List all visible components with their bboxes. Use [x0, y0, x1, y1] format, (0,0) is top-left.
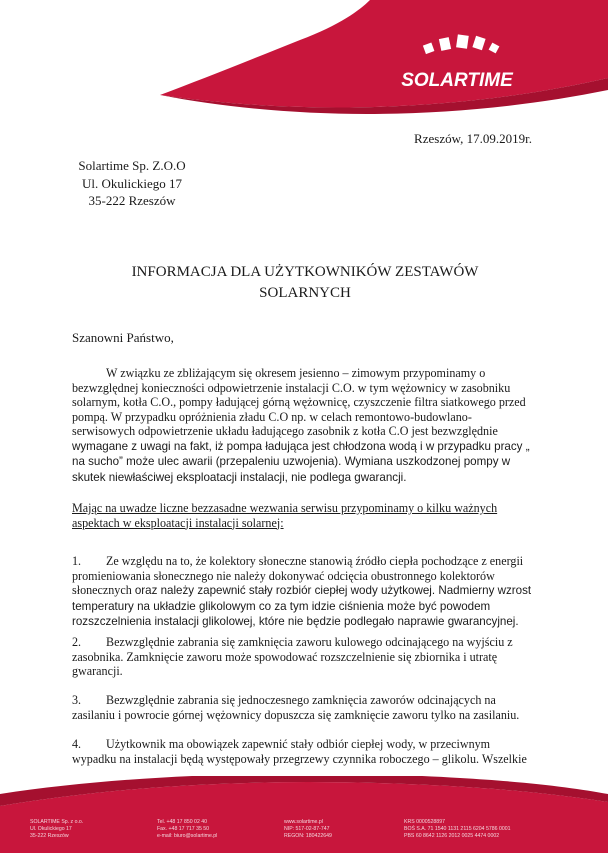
list-item-number: 3.: [72, 693, 82, 707]
list-item-number: 4.: [72, 737, 82, 751]
list-item-2: [72, 635, 534, 679]
footer-bank: [404, 819, 511, 840]
list-item-text: Użytkownik ma obowiązek zapewnić stały odbiór ciepłej wody, w przeciwnym wypadku na instalacji będą występowały przegrzewy czynnika roboczego – glikolu. Wszelkie: [72, 737, 527, 766]
list-item-text-sans: oraz należy zapewnić stały rozbiór ciepłej wody użytkowej. Nadmierny wzrost temperatury na układzie glikolowym co za tym idzie ciśnienia może być powodem rozszczelnienia instalacji glikolowej, które nie będzie podlegało naprawie gwarancyjnej.: [72, 584, 532, 628]
intro-paragraph: [72, 366, 534, 485]
footer-line: KRS 0000528897: [404, 819, 445, 825]
footer-line: SOLARTIME Sp. z o.o.: [30, 819, 84, 825]
footer-line: REGON: 180422649: [284, 833, 332, 839]
list-item-3: [72, 693, 534, 722]
footer-line: NIP: 517-02-87-747: [284, 826, 330, 832]
footer-line: Tel. +48 17 850 02 40: [157, 819, 208, 825]
footer-contact: [157, 819, 217, 840]
document-title: [80, 262, 530, 304]
footer-line: BOŚ S.A. 71 1540 1131 2115 6204 5786 0001: [404, 826, 511, 832]
sender-address: [72, 157, 192, 210]
footer-line: PBS 60 8642 1126 2012 0025 4474 0002: [404, 833, 500, 839]
list-item-text: Bezwzględnie zabrania się zamknięcia zaworu kulowego odcinającego na wyjściu z zasobnika. Zamknięcie zaworu może spowodować rozszczelnienie się zbiornika i utratę gwarancji.: [72, 635, 513, 678]
list-item-text: Bezwzględnie zabrania się jednoczesnego zamknięcia zaworów odcinających na zasilaniu i powrocie górnej wężownicy dopuszcza się zamknięcie zaworu tylko na zasilaniu.: [72, 693, 520, 722]
footer-line: 35-222 Rzeszów: [30, 833, 69, 839]
title-line-1: INFORMACJA DLA UŻYTKOWNIKÓW ZESTAWÓW: [131, 264, 479, 280]
address-line-street: Ul. Okulickiego 17: [81, 175, 182, 191]
footer-line: Ul. Okulickiego 17: [30, 826, 72, 832]
logo-wordmark: SOLARTIME: [401, 70, 513, 91]
address-line-company: Solartime Sp. Z.O.O: [78, 158, 186, 173]
list-item-1: [72, 554, 534, 630]
footer-line: Fax. +48 17 717 35 50: [157, 826, 210, 832]
footer-company: [30, 819, 83, 840]
footer-line: www.solartime.pl: [284, 819, 323, 825]
footer-wave: [0, 776, 608, 853]
reminder-heading: Mając na uwadze liczne bezzasadne wezwania serwisu przypominamy o kilku ważnych aspektach w eksploatacji instalacji solarnej:: [72, 501, 498, 530]
list-item-4: [72, 737, 534, 766]
address-line-city: 35-222 Rzeszów: [88, 193, 176, 208]
list-item-number: 1.: [72, 554, 82, 568]
footer-line: e-mail: biuro@solartime.pl: [157, 833, 218, 839]
intro-text-part-2: wymagane z uwagi na fakt, iż pompa ładująca jest chłodzona wodą i w przypadku pracy „ na sucho” może ulec awarii (przepaleniu uzwojenia). Wymiana uszkodzonej pompy w skutek niewłaściwej eksploatacji instalacji, nie podlega gwarancji.: [72, 439, 530, 484]
intro-text-part-1: W związku ze zbliżającym się okresem jesienno – zimowym przypominamy o bezwzględnej konieczności odpowietrzenie instalacji C.O. w tym wężownicy w zasobniku solarnym, kotła C.O., pompy ładującej górną wężownicę, czyszczenie filtra siatkowego przed pompą. W przypadku opróżnienia zładu C.O np. w celach remontowo-budowlano-serwisowych odpowietrzenie układu ładującego zasobnik z kotła C.O jest bezwzględnie: [72, 366, 526, 438]
list-item-number: 2.: [72, 635, 82, 649]
greeting: Szanowni Państwo,: [72, 330, 174, 345]
footer-registry: [284, 819, 332, 840]
title-line-2: SOLARNYCH: [259, 285, 351, 301]
letter-date: Rzeszów, 17.09.2019r.: [414, 131, 532, 146]
list-item-text: Ze względu na to, że kolektory słoneczne stanowią źródło ciepła pochodzące z energii promieniowania słonecznego nie należy dokonywać odcięcia obustronnego kolektorów słonecznych: [72, 554, 524, 597]
